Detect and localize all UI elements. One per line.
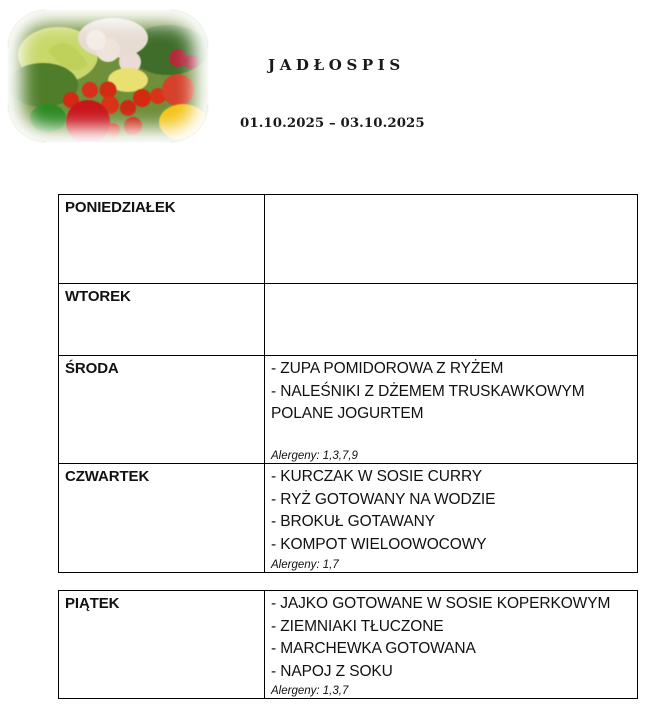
- date-range: 01.10.2025 – 03.10.2025: [240, 116, 425, 131]
- menu-item: - NALEŚNIKI Z DŻEMEM TRUSKAWKOWYM POLANE JOGURTEM: [271, 382, 585, 422]
- day-label: CZWARTEK: [65, 468, 150, 485]
- allergens-note: Alergeny: 1,7: [271, 559, 339, 571]
- menu-cell: [265, 464, 638, 573]
- day-cell: [59, 195, 265, 284]
- table-row: [59, 284, 638, 356]
- allergens-note: Alergeny: 1,3,7,9: [271, 450, 358, 462]
- table-row: [59, 464, 638, 573]
- day-cell: [59, 284, 265, 356]
- menu-item: - ZIEMNIAKI TŁUCZONE: [271, 617, 444, 635]
- menu-item: - ZUPA POMIDOROWA Z RYŻEM: [271, 360, 504, 377]
- day-cell: [59, 464, 265, 573]
- table-row: [59, 356, 638, 464]
- menu-item: - BROKUŁ GOTAWANY: [271, 513, 435, 530]
- day-label: ŚRODA: [65, 360, 119, 377]
- menu-cell: [265, 591, 638, 699]
- table-row: [59, 591, 638, 699]
- menu-item: - RYŻ GOTOWANY NA WODZIE: [271, 490, 496, 508]
- menu-item: - JAJKO GOTOWANE W SOSIE KOPERKOWYM: [271, 595, 611, 612]
- day-cell: [59, 356, 265, 464]
- vegetables-photo: [8, 10, 208, 142]
- day-cell: [59, 591, 265, 699]
- day-label: PIĄTEK: [65, 595, 120, 612]
- day-label: PONIEDZIAŁEK: [65, 199, 176, 216]
- menu-cell: [265, 356, 638, 464]
- menu-cell: [265, 195, 638, 284]
- page-title: JADŁOSPIS: [268, 56, 405, 74]
- table-row: [59, 195, 638, 284]
- menu-item: - KURCZAK W SOSIE CURRY: [271, 468, 482, 485]
- day-label: WTOREK: [65, 288, 131, 305]
- menu-table-friday: [58, 590, 638, 699]
- menu-item: - NAPOJ Z SOKU: [271, 662, 393, 680]
- vegetables-image: [8, 10, 208, 142]
- menu-item: - MARCHEWKA GOTOWANA: [271, 640, 476, 657]
- menu-table-main: [58, 194, 638, 573]
- menu-item: - KOMPOT WIELOOWOCOWY: [271, 535, 487, 553]
- menu-cell: [265, 284, 638, 356]
- allergens-note: Alergeny: 1,3,7: [271, 685, 349, 697]
